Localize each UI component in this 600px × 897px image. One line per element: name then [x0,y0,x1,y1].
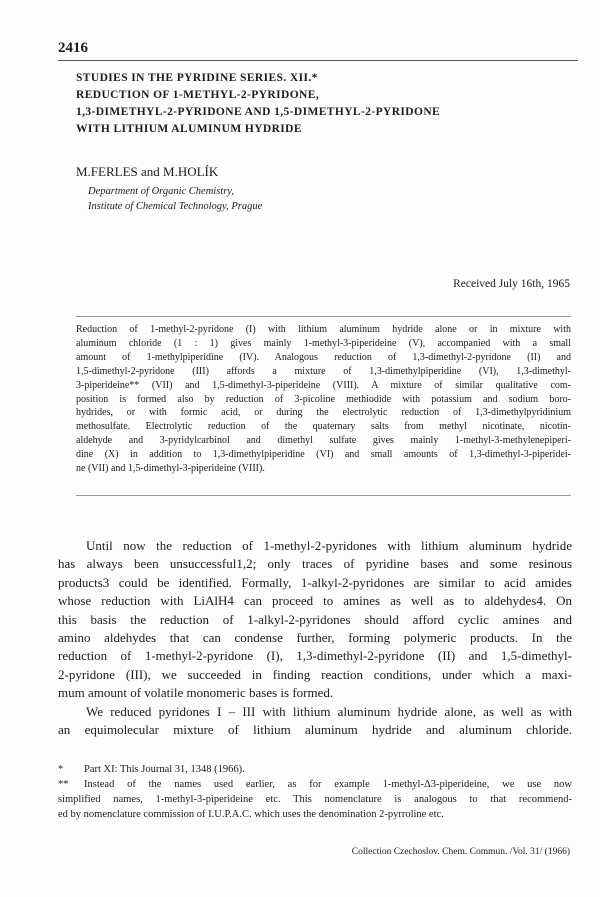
body-line: 2-pyridone (III), we succeeded in finding reaction conditions, under which a maxi- [58,666,572,682]
abstract-line: 1,5-dimethyl-2-pyridone (III) affords a mixture of 1,3-dimethylpiperidine (VI), 1,3-dimethyl- [76,365,571,377]
abstract-line: amount of 1-methylpiperidine (IV). Analogous reduction of 1,3-dimethyl-2-pyridone (II) and [76,351,571,363]
authors: M.FERLES and M.HOLÍK [76,164,219,179]
abstract-bottom-rule [76,495,571,496]
abstract-line: aldehyde and 3-pyridylcarbinol and dimethyl sulfate gives mainly 1-methyl-3-methylenepiperi- [76,435,571,447]
title-line-2: 1,3-DIMETHYL-2-PYRIDONE AND 1,5-DIMETHYL-2-PYRIDONE [76,106,441,118]
article-title [76,70,576,138]
footnote-text: ed by nomenclature commission of I.U.P.A.C. which uses the denomination 2-pyrroline etc. [58,809,444,820]
title-line-series: STUDIES IN THE PYRIDINE SERIES. XII.* [76,72,318,84]
body-line: an equimolecular mixture of lithium aluminum hydride and aluminum chloride. [58,722,572,738]
footnote-1 [58,762,572,777]
footnote-text: Instead of the names used earlier, as for example 1-methyl-Δ3-piperideine, we use now [84,779,572,790]
page-number: 2416 [58,40,88,56]
footnote-text: simplified names, 1-methyl-3-piperideine etc. This nomenclature is analogous to that recommend- [58,794,572,805]
abstract-top-rule [76,316,571,317]
body-line: has always been unsuccessful1,2; only traces of pyridine bases and some resinous [58,556,572,572]
abstract-line: aluminum chloride (1 : 1) gives mainly 1-methyl-3-piperideine (V), accompanied with a small [76,337,571,349]
footnotes [58,762,572,822]
title-line-1: REDUCTION OF 1-METHYL-2-PYRIDONE, [76,89,320,101]
footnote-2 [58,777,572,792]
abstract-line: 3-piperideine** (VII) and 1,5-dimethyl-3-piperideine (VIII). A mixture of similar qualitative com- [76,379,571,391]
header-rule [58,60,578,61]
body-line: whose reduction with LiAlH4 can proceed to amines as well as to aldehydes4. On [58,593,572,609]
body-line: amino aldehydes that can condense further, forming polymeric products. In the [58,630,572,646]
abstract-line: Reduction of 1-methyl-2-pyridone (I) with lithium aluminum hydride alone or in mixture with [76,324,571,335]
affiliation-department: Department of Organic Chemistry, [88,186,235,197]
journal-footer: Collection Czechoslov. Chem. Commun. /Vol. 31/ (1966) [351,847,570,857]
body-line: products3 could be identified. Formally, 1-alkyl-2-pyridones are similar to acid amides [58,574,572,590]
footnote-mark: ** [58,779,69,790]
abstract-line: dine (X) in addition to 1,3-dimethylpiperidine (VI) and small amounts of 1,3-dimethyl-3-piperidei- [76,449,571,461]
abstract [76,323,571,476]
body-line: reduction of 1-methyl-2-pyridone (I), 1,3-dimethyl-2-pyridone (II) and 1,5-dimethyl- [58,648,572,664]
footnote-mark: * [58,764,64,775]
body-text [58,537,572,739]
affiliation-institute: Institute of Chemical Technology, Prague [88,201,263,212]
abstract-line: ne (VII) and 1,5-dimethyl-3-piperideine (VIII). [76,463,265,475]
title-line-3: WITH LITHIUM ALUMINUM HYDRIDE [76,123,302,135]
abstract-line: hydrides, or with formic acid, or during the electrolytic reduction of 1,3-dimethylpyridinium [76,407,571,419]
abstract-line: methosulfate. Electrolytic reduction of the quaternary salts from methyl nicotinate, nicotin- [76,421,571,433]
body-line: We reduced pyridones I – III with lithium aluminum hydride alone, as well as with [86,703,572,719]
affiliation [88,184,262,214]
footnote-text: Part XI: This Journal 31, 1348 (1966). [84,764,245,775]
body-line: Until now the reduction of 1-methyl-2-pyridones with lithium aluminum hydride [86,538,572,553]
abstract-line: position is formed also by reduction of 3-picoline methiodide with potassium and sodium boro- [76,393,571,405]
received-date: Received July 16th, 1965 [453,278,570,290]
body-line: this basis the reduction of 1-alkyl-2-pyridones should afford cyclic amines and [58,611,572,627]
body-line: mum amount of volatile monomeric bases is formed. [58,685,334,701]
footnote-2-continuation [58,792,572,822]
